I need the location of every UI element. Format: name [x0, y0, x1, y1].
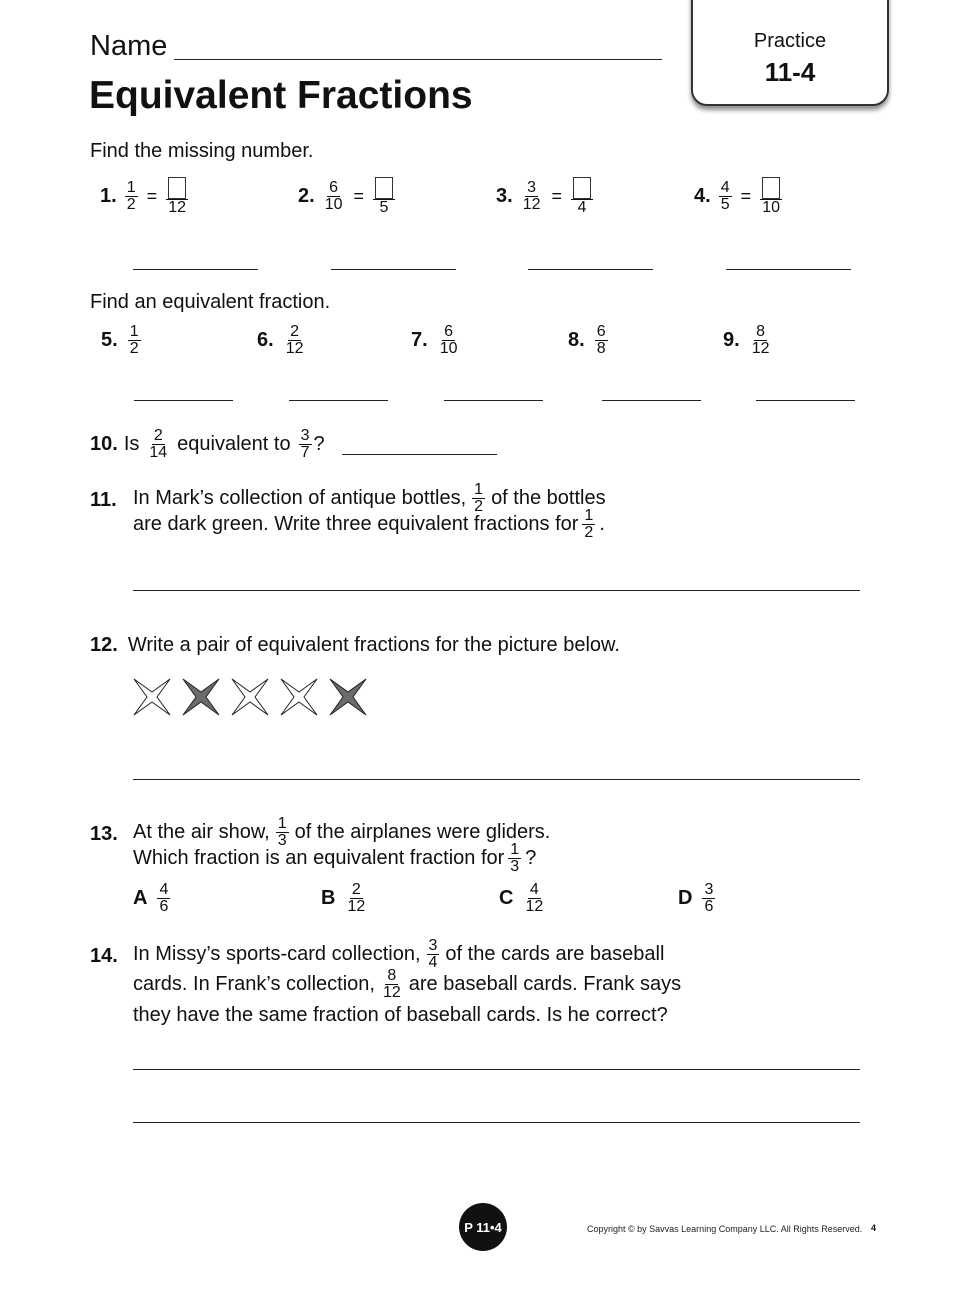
question-text: of the airplanes were gliders.: [294, 821, 551, 843]
numerator: 8: [756, 323, 766, 340]
fraction: [521, 180, 543, 213]
problem-number: 1.: [100, 185, 117, 207]
denominator: 10: [324, 196, 343, 213]
fraction: [323, 180, 345, 213]
problem-6: [257, 324, 307, 357]
denominator: 2: [584, 524, 594, 541]
denominator: 12: [285, 340, 304, 357]
problem-number: 6.: [257, 329, 274, 351]
problem-number: 4.: [694, 185, 711, 207]
numerator: 3: [428, 937, 438, 954]
denominator: 3: [277, 832, 287, 849]
denominator: 12: [525, 898, 544, 915]
practice-badge: [691, 0, 889, 106]
problem-number: 7.: [411, 329, 428, 351]
fraction: [299, 428, 312, 461]
numerator: 2: [351, 881, 361, 898]
answer-line[interactable]: [133, 1069, 860, 1070]
answer-line[interactable]: [289, 400, 388, 401]
answer-line[interactable]: [726, 269, 851, 270]
answer-option-c[interactable]: [499, 882, 547, 915]
option-letter: D: [678, 887, 693, 909]
fraction: [125, 180, 138, 213]
question-number: 13.: [90, 823, 118, 845]
problem-3: [496, 177, 595, 216]
question-text: In Missy’s sports-card collection,: [133, 943, 421, 965]
problem-1: [100, 177, 190, 216]
fraction: [427, 938, 440, 971]
problem-4: [694, 177, 784, 216]
option-letter: B: [321, 887, 336, 909]
denominator: 7: [300, 444, 310, 461]
problem-number: 8.: [568, 329, 585, 351]
problem-number: 3.: [496, 185, 513, 207]
practice-label: Practice: [753, 30, 827, 52]
denominator: 3: [510, 858, 520, 875]
denominator: 12: [382, 984, 401, 1001]
question-text: they have the same fraction of baseball cards. Is he correct?: [133, 1004, 668, 1026]
problem-8: [568, 324, 610, 357]
answer-line[interactable]: [602, 400, 701, 401]
fraction: [582, 508, 595, 541]
question-13-line2: [133, 842, 536, 875]
fraction: [438, 324, 460, 357]
fraction: [571, 177, 593, 216]
question-text: of the bottles: [491, 487, 606, 509]
problem-9: [723, 324, 773, 357]
question-text: Which fraction is an equivalent fraction for: [133, 847, 505, 869]
page-number: 4: [871, 1223, 877, 1233]
answer-option-a[interactable]: [133, 882, 172, 915]
numerator: 8: [387, 967, 397, 984]
equals-sign: =: [740, 186, 752, 206]
numerator: 2: [290, 323, 300, 340]
answer-line[interactable]: [133, 1122, 860, 1123]
problem-5: [101, 324, 143, 357]
denominator: 14: [149, 444, 168, 461]
question-text: cards. In Frank’s collection,: [133, 973, 375, 995]
answer-line[interactable]: [444, 400, 543, 401]
page-title: Equivalent Fractions: [89, 74, 473, 117]
star-picture: [133, 678, 367, 716]
numerator: 1: [474, 481, 484, 498]
empty-star-icon: [280, 678, 318, 716]
denominator: 12: [522, 196, 541, 213]
numerator: 1: [584, 507, 594, 524]
question-11-line2: [133, 508, 605, 541]
equals-sign: =: [353, 186, 364, 206]
question-text: equivalent to: [177, 433, 291, 455]
missing-number-box[interactable]: [762, 177, 780, 199]
question-text: Is: [123, 433, 140, 455]
numerator: 1: [510, 841, 520, 858]
fraction: [284, 324, 306, 357]
problem-number: 9.: [723, 329, 740, 351]
question-text: of the cards are baseball: [445, 943, 665, 965]
denominator: 12: [751, 340, 770, 357]
answer-line[interactable]: [134, 400, 233, 401]
denominator: 4: [577, 199, 587, 216]
answer-line[interactable]: [342, 454, 497, 455]
copyright: Copyright © by Savvas Learning Company LLC. All Rights Reserved.: [587, 1224, 863, 1234]
denominator: 10: [762, 199, 780, 216]
problem-7: [411, 324, 461, 357]
fraction: [166, 177, 188, 216]
question-14-line2: [133, 968, 681, 1001]
problem-2: [298, 177, 397, 216]
question-12: [90, 634, 620, 657]
fraction: [128, 324, 141, 357]
numerator: 3: [704, 881, 714, 898]
question-11-number: [90, 489, 117, 512]
denominator: 8: [596, 340, 606, 357]
numerator: 4: [720, 179, 730, 196]
fraction: [381, 968, 403, 1001]
denominator: 12: [347, 898, 366, 915]
answer-line[interactable]: [133, 590, 860, 591]
numerator: 6: [444, 323, 454, 340]
question-10: [90, 428, 325, 461]
question-number: 10.: [90, 433, 118, 455]
empty-star-icon: [133, 678, 171, 716]
fraction: [750, 324, 772, 357]
denominator: 4: [428, 954, 438, 971]
filled-star-icon: [329, 678, 367, 716]
denominator: 5: [720, 196, 730, 213]
equals-sign: =: [146, 186, 158, 206]
answer-option-d[interactable]: [678, 882, 717, 915]
question-text: At the air show,: [133, 821, 270, 843]
answer-option-b[interactable]: [321, 882, 369, 915]
question-mark: ?: [525, 847, 537, 869]
answer-line[interactable]: [756, 400, 855, 401]
numerator: 1: [126, 179, 136, 196]
problem-number: 5.: [101, 329, 118, 351]
numerator: 4: [159, 881, 169, 898]
fraction: [760, 177, 782, 216]
missing-number-box[interactable]: [168, 177, 186, 199]
missing-number-box[interactable]: [573, 177, 591, 199]
question-14-line1: [133, 938, 664, 971]
question-mark: ?: [313, 433, 325, 455]
question-text: are baseball cards. Frank says: [408, 973, 682, 995]
numerator: 1: [277, 815, 287, 832]
section1-instruction: Find the missing number.: [90, 140, 314, 162]
option-letter: C: [499, 887, 514, 909]
problem-number: 2.: [298, 185, 315, 207]
section2-instruction: Find an equivalent fraction.: [90, 291, 331, 313]
lesson-number: 11-4: [764, 57, 816, 87]
fraction: [523, 882, 545, 915]
option-letter: A: [133, 887, 148, 909]
denominator: 2: [126, 196, 136, 213]
question-number: 14.: [90, 945, 118, 967]
question-number: 12.: [90, 634, 118, 656]
numerator: 3: [527, 179, 537, 196]
period: .: [599, 513, 605, 535]
denominator: 10: [439, 340, 458, 357]
numerator: 6: [596, 323, 606, 340]
answer-line[interactable]: [133, 269, 258, 270]
question-number: 11.: [90, 489, 117, 511]
answer-line[interactable]: [331, 269, 456, 270]
page-badge: P 11•4: [459, 1203, 507, 1251]
denominator: 6: [704, 898, 714, 915]
fraction: [719, 180, 732, 213]
question-text: are dark green. Write three equivalent fractions for: [133, 513, 579, 535]
denominator: 12: [168, 199, 186, 216]
denominator: 2: [129, 340, 139, 357]
fraction: [147, 428, 169, 461]
numerator: 1: [129, 323, 139, 340]
question-text: In Mark’s collection of antique bottles,: [133, 487, 467, 509]
denominator: 6: [159, 898, 169, 915]
denominator: 5: [379, 199, 389, 216]
fraction: [373, 177, 395, 216]
denominator: 2: [474, 498, 484, 515]
fraction: [157, 882, 170, 915]
fraction: [702, 882, 715, 915]
equals-sign: =: [551, 186, 562, 206]
numerator: 3: [300, 427, 310, 444]
numerator: 4: [529, 881, 539, 898]
numerator: 2: [153, 427, 163, 444]
name-label: Name: [90, 30, 168, 62]
filled-star-icon: [182, 678, 220, 716]
fraction: [595, 324, 608, 357]
fraction: [345, 882, 367, 915]
fraction: [508, 842, 521, 875]
numerator: 6: [329, 179, 339, 196]
question-text: Write a pair of equivalent fractions for the picture below.: [127, 634, 620, 656]
empty-star-icon: [231, 678, 269, 716]
missing-number-box[interactable]: [375, 177, 393, 199]
answer-line[interactable]: [528, 269, 653, 270]
name-input-line[interactable]: [174, 59, 662, 60]
answer-line[interactable]: [133, 779, 860, 780]
